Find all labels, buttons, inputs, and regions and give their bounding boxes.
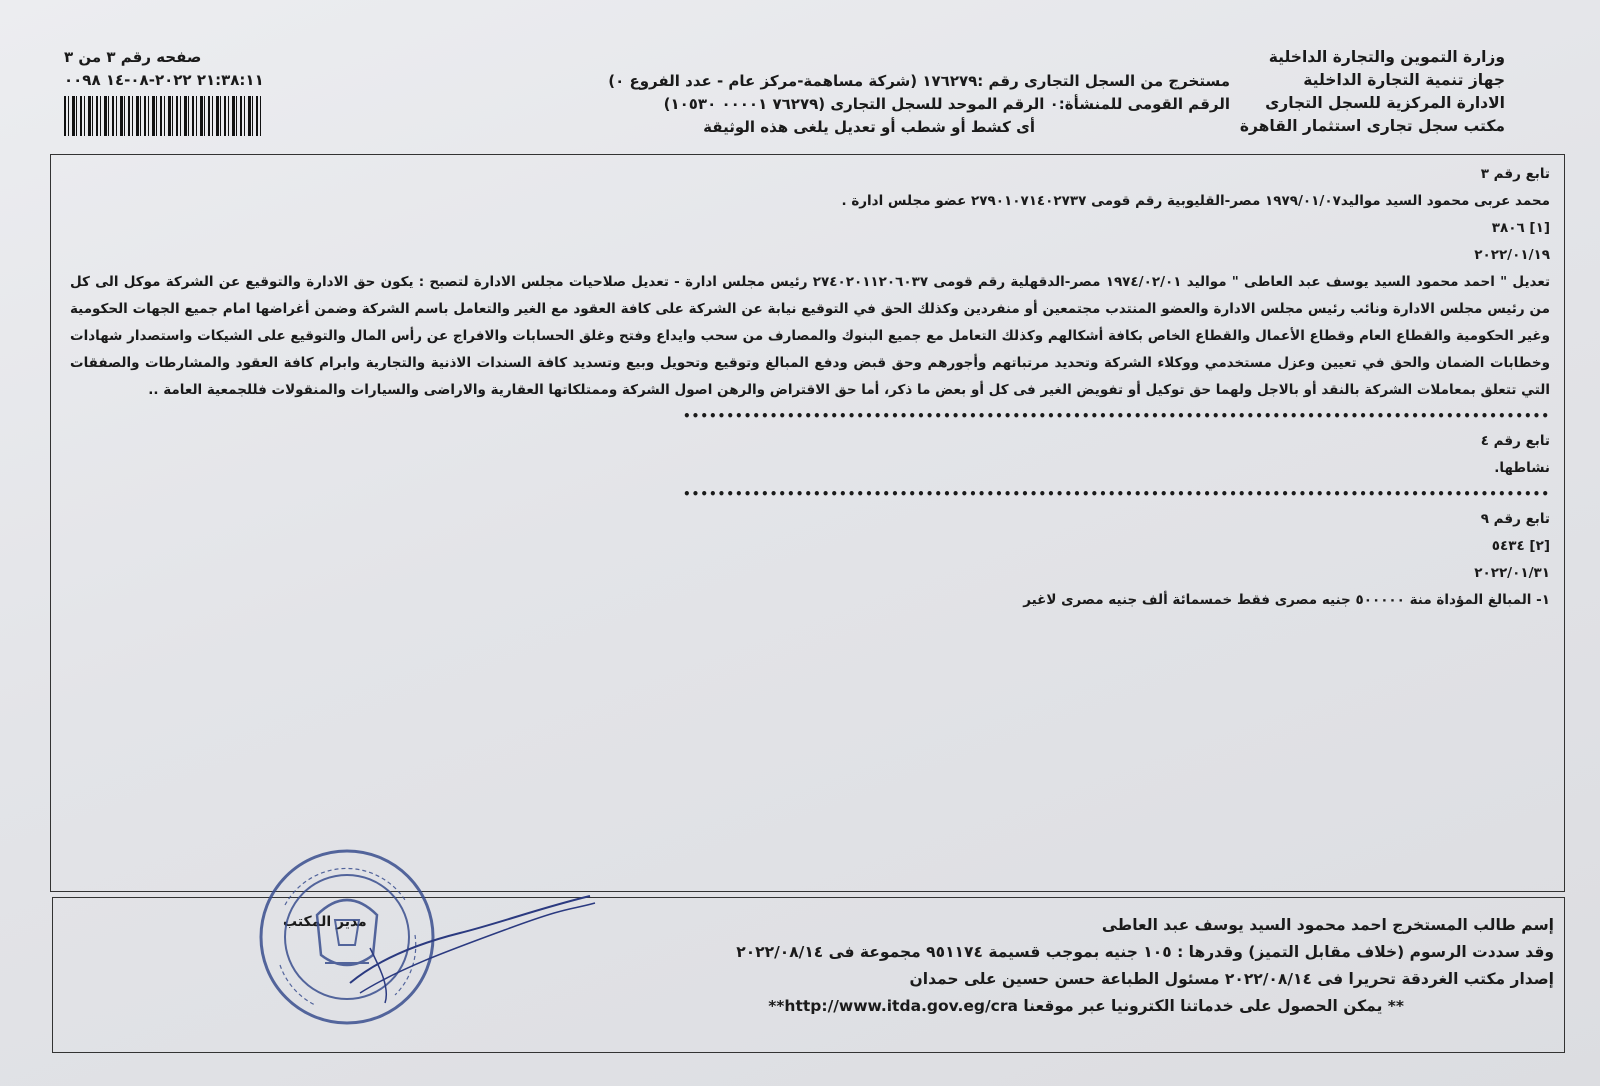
ministry-line: جهاز تنمية التجارة الداخلية (1303, 71, 1505, 89)
website-line: ** يمكن الحصول على خدماتنا الكترونيا عبر موقعنا http://www.itda.gov.eg/cra** (768, 997, 1404, 1015)
entries-box (50, 154, 1565, 892)
footer-text (554, 912, 1554, 1020)
entry-line: تابع رقم ٣ (1480, 166, 1550, 182)
entries-list (70, 161, 1550, 614)
entry-line: ٢٠٢٢/٠١/١٩ (1474, 247, 1550, 263)
extract-line: مستخرج من السجل التجارى رقم :١٧٦٢٧٩ (شركة مساهمة-مركز عام - عدد الفروع ٠) (608, 72, 1230, 90)
entry-line: تابع رقم ٤ (1480, 433, 1550, 449)
issuance-line: إصدار مكتب الغردقة تحريرا فى ٢٠٢٢/٠٨/١٤ مسئول الطباعة حسن حسين على حمدان (909, 970, 1554, 988)
ministry-line: وزارة التموين والتجارة الداخلية (1268, 48, 1505, 66)
entry-line: محمد عربى محمود السيد مواليد١٩٧٩/٠١/٠٧ مصر-القليوبية رقم قومى ٢٧٩٠١٠٧١٤٠٢٧٣٧ عضو مجلس ادارة . (841, 193, 1550, 209)
director-label: مدير المكتب (283, 914, 367, 930)
dotted-separator: •••••••••••••••••••••••••••••••••••••••••••••••••••••••••••••••••••••••••••••••••••••••••••••••••••• (683, 409, 1550, 423)
entry-line: ١- المبالغ المؤداة منة ٥٠٠٠٠٠ جنيه مصرى فقط خمسمائة ألف جنيه مصرى لاغير (1023, 592, 1550, 608)
print-timestamp: ٢١:٣٨:١١ ٢٠٢٢-٠٨-١٤ ٠٠٩٨ (64, 71, 264, 89)
barcode (64, 96, 264, 136)
entry-line: ٢٠٢٢/٠١/٣١ (1474, 565, 1550, 581)
dotted-separator: •••••••••••••••••••••••••••••••••••••••••••••••••••••••••••••••••••••••••••••••••••••••••••••••••••• (683, 487, 1550, 501)
ministry-line: مكتب سجل تجارى استثمار القاهرة (1239, 117, 1505, 135)
fees-line: وقد سددت الرسوم (خلاف مقابل التميز) وقدرها : ١٠٥ جنيه بموجب قسيمة ٩٥١١٧٤ مجموعة فى ٢٠٢٢/٠٨/١٤ (736, 943, 1554, 961)
entry-line: تابع رقم ٩ (1480, 511, 1550, 527)
warning-line: أى كشط أو شطب أو تعديل يلغى هذه الوثيقة (703, 118, 1035, 136)
signature-icon (340, 888, 600, 1008)
entry-line: نشاطها. (1494, 460, 1550, 476)
registry-header (440, 70, 1230, 139)
applicant-line: إسم طالب المستخرج احمد محمود السيد يوسف عبد العاطى (1101, 916, 1554, 934)
page-number: صفحه رقم ٣ من ٣ (64, 48, 202, 66)
entry-line: [١] ٣٨٠٦ (1491, 220, 1550, 236)
entry-paragraph: تعديل " احمد محمود السيد يوسف عبد العاطى " مواليد ١٩٧٤/٠٢/٠١ مصر-الدقهلية رقم قومى ٢٧٤٠٢٠١١٢٠٦٠٣٧ رئيس مجلس ادارة - تعديل صلاحيات مجلس الادارة لتصبح : يكون حق الادارة والتوقيع عن الشركة موكل الى كل من رئيس مجلس الادارة ونائب رئيس مجلس الادارة والعضو المنتدب مجتمعين أو منفردين وكذلك الحق في التوقيع نيابة عن الشركة على كافة العقود مع الغير والتعامل باسم الشركة وضمن أغراضها امام جميع الجهات الحكومية وغير الحكومية والقطاع العام وقطاع الأعمال والقطاع الخاص بكافة أشكالهم وكذلك التعامل مع جميع البنوك والمصارف من سحب وايداع وفتح وغلق الحسابات والافراج عن رأس المال والتوقيع على الشيكات واستصدار شهادات وخطابات الضمان والحق في تعيين وعزل مستخدمي ووكلاء الشركة وتحديد مرتباتهم وأجورهم وحق قبض ودفع المبالغ وتوقيع وتحويل وبيع وتسديد كافة السندات الاذنية والتجارية وابرام كافة العقود والمشارطات والصفقات التي تتعلق بمعاملات الشركة بالنقد أو بالاجل ولهما حق توكيل أو تفويض الغير فى كل أو بعض ما ذكر، أما حق الاقتراض والرهن اصول الشركة وممتلكاتها العقارية والاراضى والسيارات والمنقولات فللجمعية العامة .. (70, 274, 1551, 398)
entry-line: [٢] ٥٤٣٤ (1491, 538, 1550, 554)
national-number-line: الرقم القومى للمنشأة:٠ الرقم الموحد للسجل التجارى (٧٦٢٧٩ ٠٠٠٠١ ١٠٥٣٠) (663, 95, 1230, 113)
page-meta (64, 46, 364, 136)
ministry-line: الادارة المركزية للسجل التجارى (1265, 94, 1505, 112)
